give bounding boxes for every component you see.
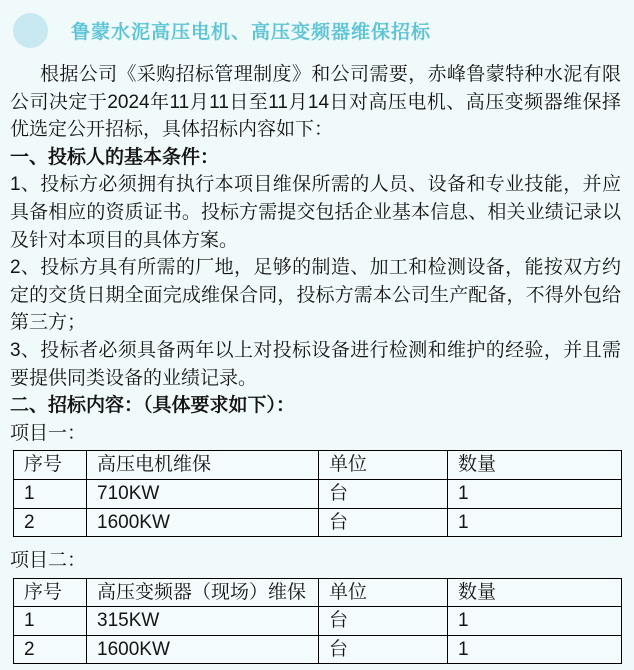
table-cell: 1 [448,508,622,537]
condition-item-3: 3、投标者必须具备两年以上对投标设备进行检测和维护的经验，并且需要提供同类设备的业绩记录。 [10,339,621,389]
table-cell: 2 [14,635,87,664]
table-row [14,508,622,537]
table-cell: 1 [14,479,87,508]
condition-item-2: 2、投标方具有所需的厂地，足够的制造、加工和检测设备，能按双方约定的交货日期全面完成维保合同，投标方需本公司生产配备，不得外包给第三方； [10,257,621,334]
table-cell: 2 [14,508,87,537]
bullet-circle-icon [13,13,48,48]
project2-label: 项目二： [10,550,87,572]
table-header-cell: 高压电机维保 [87,451,319,480]
table-cell: 1 [448,635,622,664]
table-header-row [14,451,622,480]
table-header-cell: 序号 [14,578,87,607]
table-header-cell: 序号 [14,451,87,480]
table-cell: 台 [319,607,448,636]
table-cell: 台 [319,479,448,508]
table-header-cell: 单位 [319,578,448,607]
table-cell: 1600KW [87,635,319,664]
table-cell: 710KW [87,479,319,508]
table-cell: 台 [319,635,448,664]
section1-heading: 一、投标人的基本条件： [10,146,220,168]
table-header-cell: 数量 [448,578,622,607]
table-cell: 315KW [87,607,319,636]
table-cell: 1 [448,479,622,508]
table-header-cell: 数量 [448,451,622,480]
table-header-cell: 高压变频器（现场）维保 [87,578,319,607]
table-cell: 台 [319,508,448,537]
table-cell: 1600KW [87,508,319,537]
table-header-cell: 单位 [319,451,448,480]
document-title: 鲁蒙水泥高压电机、高压变频器维保招标 [71,22,432,43]
table-cell: 1 [14,607,87,636]
table-row [14,635,622,664]
project1-table [13,450,622,537]
section2-heading: 二、招标内容：（具体要求如下）： [10,395,296,417]
document-header [0,0,634,48]
project2-table [13,578,622,665]
table-cell: 1 [448,607,622,636]
project1-label: 项目一： [10,422,87,444]
table-row [14,607,622,636]
condition-item-1: 1、投标方必须拥有执行本项目维保所需的人员、设备和专业技能，并应具备相应的资质证书。投标方需提交包括企业基本信息、相关业绩记录以及针对本项目的具体方案。 [10,174,621,251]
table-row [14,479,622,508]
table-header-row [14,578,622,607]
intro-paragraph: 根据公司《采购招标管理制度》和公司需要，赤峰鲁蒙特种水泥有限公司决定于2024年11月11日至11月14日对高压电机、高压变频器维保择优选定公开招标，具体招标内容如下： [10,64,621,141]
document-body [0,48,634,664]
